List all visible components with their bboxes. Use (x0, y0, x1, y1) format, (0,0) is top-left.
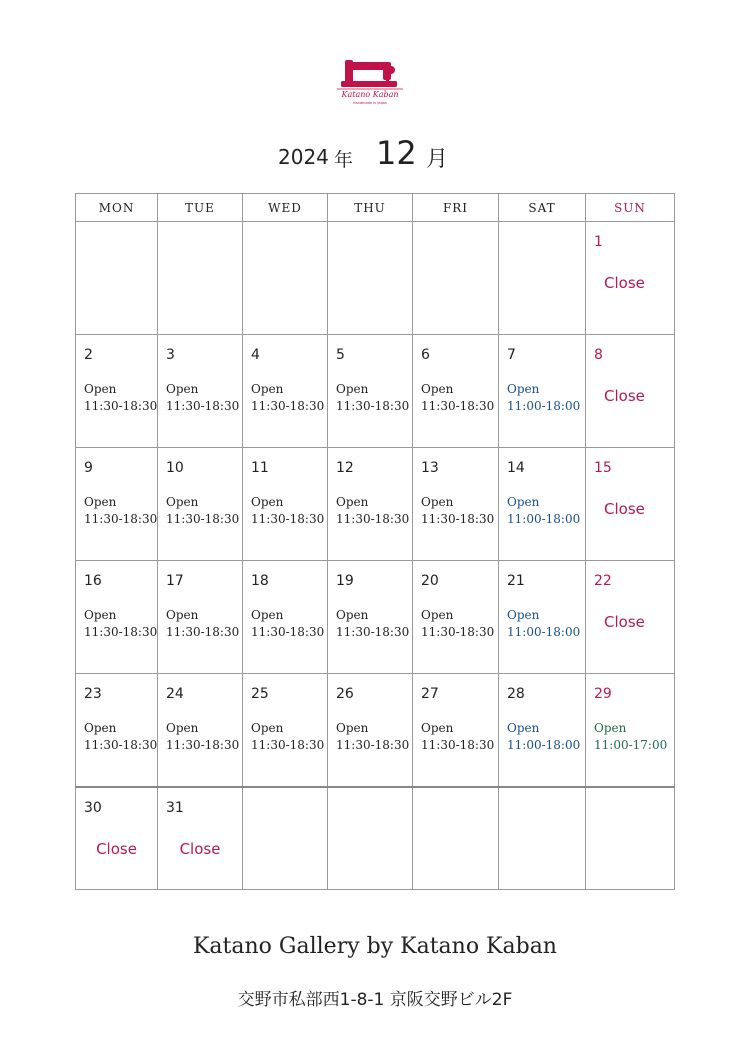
day-number: 14 (507, 460, 525, 476)
day-cell (243, 674, 328, 788)
day-cell (586, 561, 675, 674)
open-label: Open (251, 382, 284, 396)
open-hours (251, 494, 324, 528)
hours-range: 11:30-18:30 (251, 625, 325, 639)
day-cell (328, 222, 413, 335)
weekday-tue: TUE (158, 194, 243, 222)
day-number: 26 (336, 686, 354, 702)
hours-range: 11:30-18:30 (421, 512, 495, 526)
hours-range: 11:30-18:30 (251, 399, 325, 413)
hours-range: 11:30-18:30 (166, 512, 240, 526)
day-number: 23 (84, 686, 102, 702)
day-cell (158, 335, 243, 448)
open-hours (166, 494, 239, 528)
open-label: Open (84, 721, 117, 735)
day-number: 21 (507, 573, 525, 589)
open-hours (507, 607, 580, 641)
day-number: 19 (336, 573, 354, 589)
gallery-address: 交野市私部西1-8-1 京阪交野ビル2F (237, 990, 513, 1010)
open-hours (84, 720, 157, 754)
day-number: 2 (84, 347, 93, 363)
brand-logo (333, 56, 407, 108)
hours-range: 11:30-18:30 (166, 738, 240, 752)
closed-label: Close (604, 387, 645, 405)
day-number: 10 (166, 460, 184, 476)
day-number: 31 (166, 800, 184, 816)
heading-month-unit: 月 (426, 147, 449, 172)
hours-range: 11:30-18:30 (251, 738, 325, 752)
weekday-wed: WED (243, 194, 328, 222)
open-hours (336, 720, 409, 754)
hours-range: 11:30-18:30 (421, 738, 495, 752)
open-label: Open (166, 721, 199, 735)
day-cell (586, 448, 675, 561)
hours-range: 11:30-18:30 (84, 738, 158, 752)
weekday-mon: MON (76, 194, 158, 222)
hours-range: 11:00-18:00 (507, 625, 581, 639)
day-cell (328, 787, 413, 890)
open-label: Open (507, 382, 540, 396)
day-number: 7 (507, 347, 516, 363)
open-label: Open (336, 495, 369, 509)
calendar-week-row (76, 561, 675, 674)
day-cell (499, 222, 586, 335)
open-hours (166, 720, 239, 754)
day-number: 27 (421, 686, 439, 702)
open-label: Open (421, 382, 454, 396)
open-label: Open (251, 608, 284, 622)
weekday-fri: FRI (413, 194, 499, 222)
open-label: Open (84, 608, 117, 622)
day-cell (413, 335, 499, 448)
open-label: Open (507, 721, 540, 735)
day-cell (413, 448, 499, 561)
day-number: 22 (594, 573, 612, 589)
closed-label: Close (604, 500, 645, 518)
hours-range: 11:30-18:30 (84, 625, 158, 639)
day-cell (499, 787, 586, 890)
closed-label: Close (179, 840, 221, 858)
hours-range: 11:30-18:30 (166, 625, 240, 639)
calendar-week-row (76, 222, 675, 335)
hours-range: 11:30-18:30 (421, 625, 495, 639)
hours-range: 11:30-18:30 (251, 512, 325, 526)
day-cell (328, 674, 413, 788)
hours-range: 11:30-18:30 (336, 399, 410, 413)
day-cell (158, 787, 243, 890)
hours-range: 11:30-18:30 (336, 512, 410, 526)
day-cell (158, 561, 243, 674)
day-cell (76, 335, 158, 448)
hours-range: 11:30-18:30 (336, 738, 410, 752)
open-hours (421, 720, 494, 754)
day-number: 8 (594, 347, 603, 363)
open-hours (251, 381, 324, 415)
day-cell (158, 674, 243, 788)
weekday-thu: THU (328, 194, 413, 222)
open-hours (507, 381, 580, 415)
day-cell (76, 674, 158, 788)
hours-range: 11:00-18:00 (507, 738, 581, 752)
heading-year-unit: 年 (334, 149, 354, 171)
day-cell (76, 787, 158, 890)
open-label: Open (336, 608, 369, 622)
open-hours (507, 720, 580, 754)
open-hours (84, 494, 157, 528)
day-cell (413, 561, 499, 674)
open-label: Open (84, 382, 117, 396)
day-cell (328, 561, 413, 674)
day-number: 20 (421, 573, 439, 589)
hours-range: 11:30-18:30 (166, 399, 240, 413)
weekday-sat: SAT (499, 194, 586, 222)
day-number: 13 (421, 460, 439, 476)
open-label: Open (166, 495, 199, 509)
hours-range: 11:00-18:00 (507, 399, 581, 413)
calendar-week-row (76, 448, 675, 561)
calendar-week-row (76, 335, 675, 448)
day-cell (76, 448, 158, 561)
logo-wordmark: Katano Kaban (341, 90, 399, 99)
day-cell (158, 448, 243, 561)
hours-range: 11:30-18:30 (421, 399, 495, 413)
day-cell (586, 674, 675, 788)
closed-label: Close (604, 274, 645, 292)
day-cell (243, 561, 328, 674)
day-cell (328, 335, 413, 448)
open-hours (336, 494, 409, 528)
day-cell (499, 561, 586, 674)
hours-range: 11:30-18:30 (84, 399, 158, 413)
hours-range: 11:00-18:00 (507, 512, 581, 526)
day-cell (413, 222, 499, 335)
open-label: Open (507, 608, 540, 622)
day-number: 17 (166, 573, 184, 589)
hours-range: 11:00-17:00 (594, 738, 668, 752)
gallery-name: Katano Gallery by Katano Kaban (193, 934, 557, 959)
day-cell (243, 335, 328, 448)
open-hours (336, 381, 409, 415)
open-hours (507, 494, 580, 528)
closed-label: Close (96, 840, 137, 858)
open-label: Open (251, 721, 284, 735)
open-label: Open (336, 382, 369, 396)
day-number: 29 (594, 686, 612, 702)
day-number: 30 (84, 800, 102, 816)
open-hours (594, 720, 667, 754)
open-hours (251, 607, 324, 641)
day-number: 5 (336, 347, 345, 363)
day-cell (76, 561, 158, 674)
weekday-header-row (76, 194, 675, 222)
open-hours (421, 381, 494, 415)
open-label: Open (507, 495, 540, 509)
day-number: 4 (251, 347, 260, 363)
open-hours (166, 381, 239, 415)
day-cell (499, 674, 586, 788)
open-label: Open (421, 721, 454, 735)
day-number: 12 (336, 460, 354, 476)
day-number: 18 (251, 573, 269, 589)
day-number: 9 (84, 460, 93, 476)
day-number: 16 (84, 573, 102, 589)
open-hours (421, 607, 494, 641)
open-hours (84, 607, 157, 641)
closed-label: Close (604, 613, 645, 631)
day-number: 3 (166, 347, 175, 363)
day-number: 11 (251, 460, 269, 476)
day-cell (243, 448, 328, 561)
day-number: 15 (594, 460, 612, 476)
open-hours (166, 607, 239, 641)
open-label: Open (336, 721, 369, 735)
calendar-grid (75, 193, 675, 890)
open-hours (421, 494, 494, 528)
day-cell (586, 335, 675, 448)
day-cell (499, 335, 586, 448)
day-cell (586, 787, 675, 890)
open-label: Open (594, 721, 627, 735)
hours-range: 11:30-18:30 (336, 625, 410, 639)
open-label: Open (84, 495, 117, 509)
day-cell (413, 674, 499, 788)
logo-tagline: Handmade in Japan (352, 101, 388, 105)
day-number: 28 (507, 686, 525, 702)
day-number: 24 (166, 686, 184, 702)
open-hours (336, 607, 409, 641)
hours-range: 11:30-18:30 (84, 512, 158, 526)
heading-year: 2024 (278, 145, 329, 169)
calendar-heading (0, 134, 750, 178)
heading-month: 12 (376, 134, 417, 172)
open-hours (251, 720, 324, 754)
day-cell (499, 448, 586, 561)
day-number: 1 (594, 234, 603, 250)
day-cell (158, 222, 243, 335)
day-cell (243, 787, 328, 890)
day-cell (413, 787, 499, 890)
day-cell (328, 448, 413, 561)
sewing-machine-icon (333, 56, 407, 90)
open-label: Open (421, 608, 454, 622)
calendar-week-row (76, 674, 675, 788)
day-number: 6 (421, 347, 430, 363)
day-cell (76, 222, 158, 335)
open-label: Open (421, 495, 454, 509)
open-hours (84, 381, 157, 415)
day-cell (243, 222, 328, 335)
open-label: Open (166, 382, 199, 396)
open-label: Open (166, 608, 199, 622)
weekday-sun: SUN (586, 194, 675, 222)
calendar-week-row (76, 787, 675, 890)
day-number: 25 (251, 686, 269, 702)
open-label: Open (251, 495, 284, 509)
day-cell (586, 222, 675, 335)
